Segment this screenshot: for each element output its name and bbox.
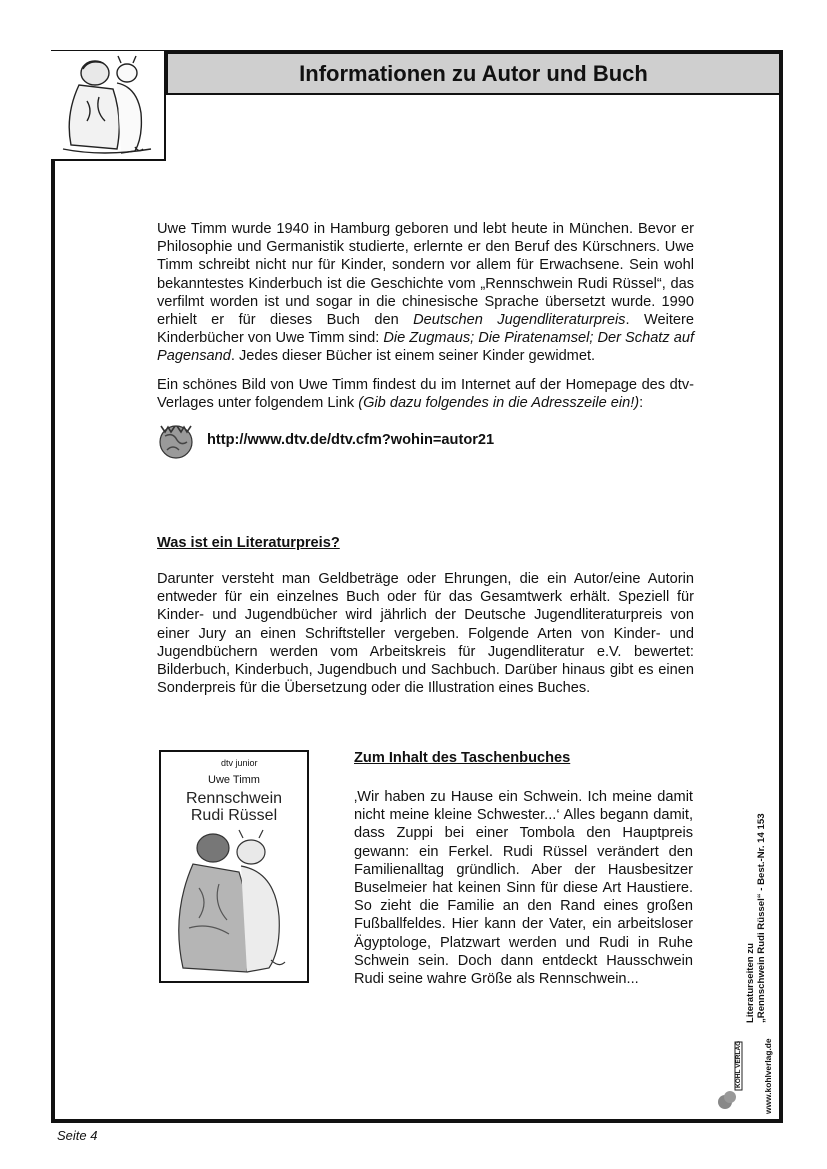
intro-prize-name: Deutschen Jugendliteraturpreis — [413, 312, 626, 329]
boy-hugging-pig-illustration — [169, 828, 299, 976]
url-row — [157, 420, 494, 460]
page-title: Informationen zu Autor und Buch — [299, 60, 648, 86]
prize-paragraph: Darunter versteht man Geldbeträge oder Ehrungen, die ein Autor/eine Autorin entweder für ein einzelnes Buch oder für das Gesamtwerk erhält. Speziell für Kinder- und Jugendbücher wird jährlich der Deutsche Jugendliteraturpreis von einer Jury an einen Schriftsteller vergeben. Folgende Arten von Kinder- und Jugendbüchern werden vom Arbeitskreis für Jugendliteratur e.V. bewertet: Bilderbuch, Kinderbuch, Jugendbuch und Sachbuch. Darüber hinaus gibt es einen Sonderpreis für die Übersetzung oder die Illustration eines Buches. — [157, 571, 694, 697]
series-line-1: Literaturseiten zu — [745, 943, 756, 1023]
header-illustration — [51, 51, 166, 161]
title-bar — [166, 54, 779, 95]
content-heading: Zum Inhalt des Taschenbuches — [354, 750, 571, 766]
publisher-url[interactable]: www.kohlverlag.de — [763, 1038, 773, 1114]
book-title-line-2: Rudi Rüssel — [190, 807, 278, 824]
boy-and-pig-icon — [51, 51, 164, 159]
book-title — [161, 790, 307, 824]
intro-book-titles: Die Zugmaus; Die Piratenamsel; Der Schatz auf Pagensand — [157, 330, 695, 365]
publisher-logo — [716, 1040, 746, 1115]
content-paragraph: ‚Wir haben zu Hause ein Schwein. Ich meine damit nicht meine kleine Schwester...‘ Alles begann damit, dass Zuppi bei einer Tombola den Hauptpreis gewann: ein Ferkel. Rudi Rüssel verändert den Familienalltag gründlich. Aber der Hausbesitzer Buselmeier hat keinen Sinn für diese Art Haustiere. So zieht die Familie an den Rand eines großen Fußballfeldes. Hier kann der Vater, ein arbeitsloser Ägyptologe, Platzwart werden und Rudi in Ruhe Schwein sein. Doch dann entdeckt Hausschwein Rudi seine wahre Größe als Rennschwein... — [354, 789, 693, 988]
link-text-a: Ein schönes Bild von Uwe Timm findest du im Internet auf der Homepage des dtv-Verlages unter folgendem Link — [157, 377, 694, 412]
intro-text-b: . Weitere Kinderbücher von Uwe Timm sind: — [157, 312, 694, 347]
publisher-logo-text: KOHL VERLAG — [735, 1040, 742, 1088]
page-number: Seite 4 — [57, 1128, 98, 1143]
series-info — [745, 813, 767, 1023]
intro-paragraph — [157, 220, 694, 366]
prize-heading: Was ist ein Literaturpreis? — [157, 535, 340, 551]
intro-text-c: . Jedes dieser Bücher ist einem seiner Kinder gewidmet. — [230, 348, 596, 365]
link-hint: (Gib dazu folgendes in die Adresszeile ein!) — [358, 395, 640, 412]
dtv-author-link[interactable]: http://www.dtv.de/dtv.cfm?wohin=autor21 — [207, 432, 495, 448]
book-publisher: dtv junior — [221, 758, 258, 768]
www-globe-icon — [157, 420, 195, 460]
book-title-line-1: Rennschwein — [185, 790, 283, 807]
link-text-b: : — [639, 395, 644, 412]
book-author: Uwe Timm — [208, 774, 260, 786]
intro-text-a: Uwe Timm wurde 1940 in Hamburg geboren und lebt heute in München. Bevor er Philosophie und Germanistik studierte, erlernte er den Beruf des Kürschners. Uwe Timm schreibt nicht nur für Kinder, sondern vor allem für Erwachsene. Sein wohl bekanntestes Kinderbuch ist die Geschichte vom „Rennschwein Rudi Rüssel“, das verfilmt worden ist und sogar in die chinesische Sprache übersetzt wurde. 1990 erhielt er für dieses Buch den — [157, 221, 694, 329]
book-cover — [159, 750, 309, 983]
link-paragraph — [157, 376, 694, 412]
series-line-2: „Rennschwein Rudi Rüssel“ - Best.-Nr. 14 153 — [756, 813, 767, 1023]
